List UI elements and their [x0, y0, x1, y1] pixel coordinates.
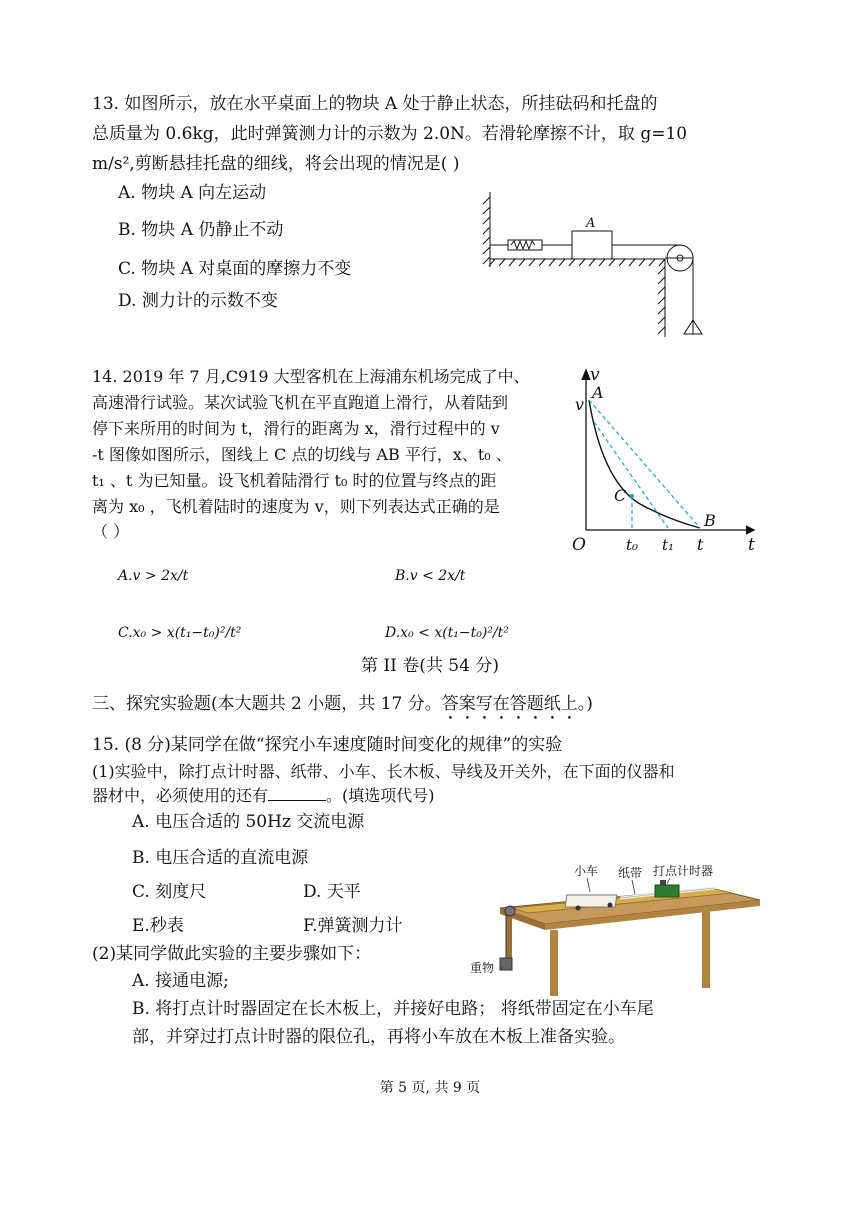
q15-option-e: E.秒表 [132, 916, 184, 936]
q14-option-a: A.v > 2x/t [118, 568, 189, 584]
section-3-heading [92, 693, 593, 724]
q15-step-b-line-2: 部，并穿过打点计时器的限位孔，再将小车放在木板上准备实验。 [132, 1027, 625, 1047]
q13-option-c: C. 物块 A 对桌面的摩擦力不变 [118, 259, 352, 279]
q15-option-c: C. 刻度尺 [132, 882, 207, 902]
q14-line-6: 离为 x₀ ，飞机着陆时的速度为 v，则下列表达式正确的是 [92, 497, 500, 516]
q13-option-d: D. 测力计的示数不变 [118, 291, 278, 311]
section-2-title: 第 II 卷(共 54 分) [361, 656, 499, 676]
q14-option-c: C.x₀ > x(t₁−t₀)²/t² [118, 625, 242, 641]
section-3-heading-emphasis: 答案写在答题纸上 [441, 694, 578, 714]
q13-option-a: A. 物块 A 向左运动 [118, 183, 267, 203]
q14-graph-point-c: C [614, 486, 627, 505]
q14-option-b: B.v < 2x/t [395, 568, 466, 584]
q14-graph-t-axis: t [748, 535, 755, 555]
q13-line-2: 总质量为 0.6kg，此时弹簧测力计的示数为 2.0N。若滑轮摩擦不计，取 g=10 [92, 124, 688, 144]
q15-title: 15. (8 分)某同学在做“探究小车速度随时间变化的规律”的实验 [92, 735, 563, 755]
q15-option-b: B. 电压合适的直流电源 [132, 848, 309, 868]
q14-graph-t0: t₀ [626, 536, 639, 554]
q15-step-b-line-1: B. 将打点计时器固定在长木板上，并接好电路； 将纸带固定在小车尾 [132, 999, 654, 1019]
q14-graph-point-b: B [704, 511, 716, 530]
q15-option-f: F.弹簧测力计 [303, 916, 403, 936]
q14-line-4: -t 图像如图所示，图线上 C 点的切线与 AB 平行，x、t₀ 、 [92, 445, 512, 464]
q15-figure-timer-label: 打点计时器 [653, 864, 714, 878]
q14-line-3: 停下来所用的时间为 t，滑行的距离为 x，滑行过程中的 v [92, 419, 500, 438]
q13-option-b: B. 物块 A 仍静止不动 [118, 220, 284, 240]
q15-part1-line-2-b: 。(填选项代号) [326, 786, 435, 805]
q14-graph-t1: t₁ [662, 536, 675, 554]
q14-graph-v-axis: v [590, 365, 600, 385]
q15-part1-line-2 [92, 785, 435, 807]
q15-figure-weight-label: 重物 [470, 961, 495, 975]
q15-answer-blank [268, 786, 326, 801]
q13-figure [480, 192, 710, 342]
q15-part1-line-1: (1)实验中，除打点计时器、纸带、小车、长木板、导线及开关外，在下面的仪器和 [92, 762, 675, 781]
q14-option-d: D.x₀ < x(t₁−t₀)²/t² [385, 625, 509, 641]
q13-figure-label-a: A [586, 216, 596, 231]
q14-line-2: 高速滑行试验。某次试验飞机在平直跑道上滑行，从着陆到 [92, 393, 509, 412]
q14-line-5: t₁ 、t 为已知量。设飞机着陆滑行 t₀ 时的位置与终点的距 [92, 471, 497, 490]
section-3-heading-suffix: 。) [577, 694, 593, 714]
q15-step-a: A. 接通电源; [132, 971, 229, 991]
q13-line-3: m/s²,剪断悬挂托盘的细线，将会出现的情况是( ) [92, 154, 460, 174]
q13-line-1: 13. 如图所示，放在水平桌面上的物块 A 处于静止状态，所挂砝码和托盘的 [92, 94, 658, 114]
q14-graph-t-mark: t [697, 535, 704, 554]
q15-part1-line-2-a: 器材中，必须使用的还有 [92, 786, 269, 805]
q15-part2: (2)某同学做此实验的主要步骤如下： [92, 944, 372, 964]
q15-figure-tape-label: 纸带 [618, 866, 643, 880]
q15-figure [470, 858, 770, 998]
q15-option-d: D. 天平 [303, 882, 361, 902]
q14-graph-origin: O [572, 535, 586, 555]
q14-graph-v0: v [575, 395, 585, 414]
q14-vt-graph [570, 364, 765, 556]
page-footer: 第 5 页, 共 9 页 [379, 1080, 481, 1096]
q14-graph-point-a: A [592, 383, 604, 402]
q15-figure-car-label: 小车 [574, 864, 599, 878]
q14-line-1: 14. 2019 年 7 月,C919 大型客机在上海浦东机场完成了中、 [92, 367, 530, 386]
q14-line-7: （ ） [92, 522, 130, 541]
section-3-heading-prefix: 三、探究实验题(本大题共 2 小题，共 17 分。 [92, 694, 442, 714]
q15-option-a: A. 电压合适的 50Hz 交流电源 [132, 812, 365, 832]
